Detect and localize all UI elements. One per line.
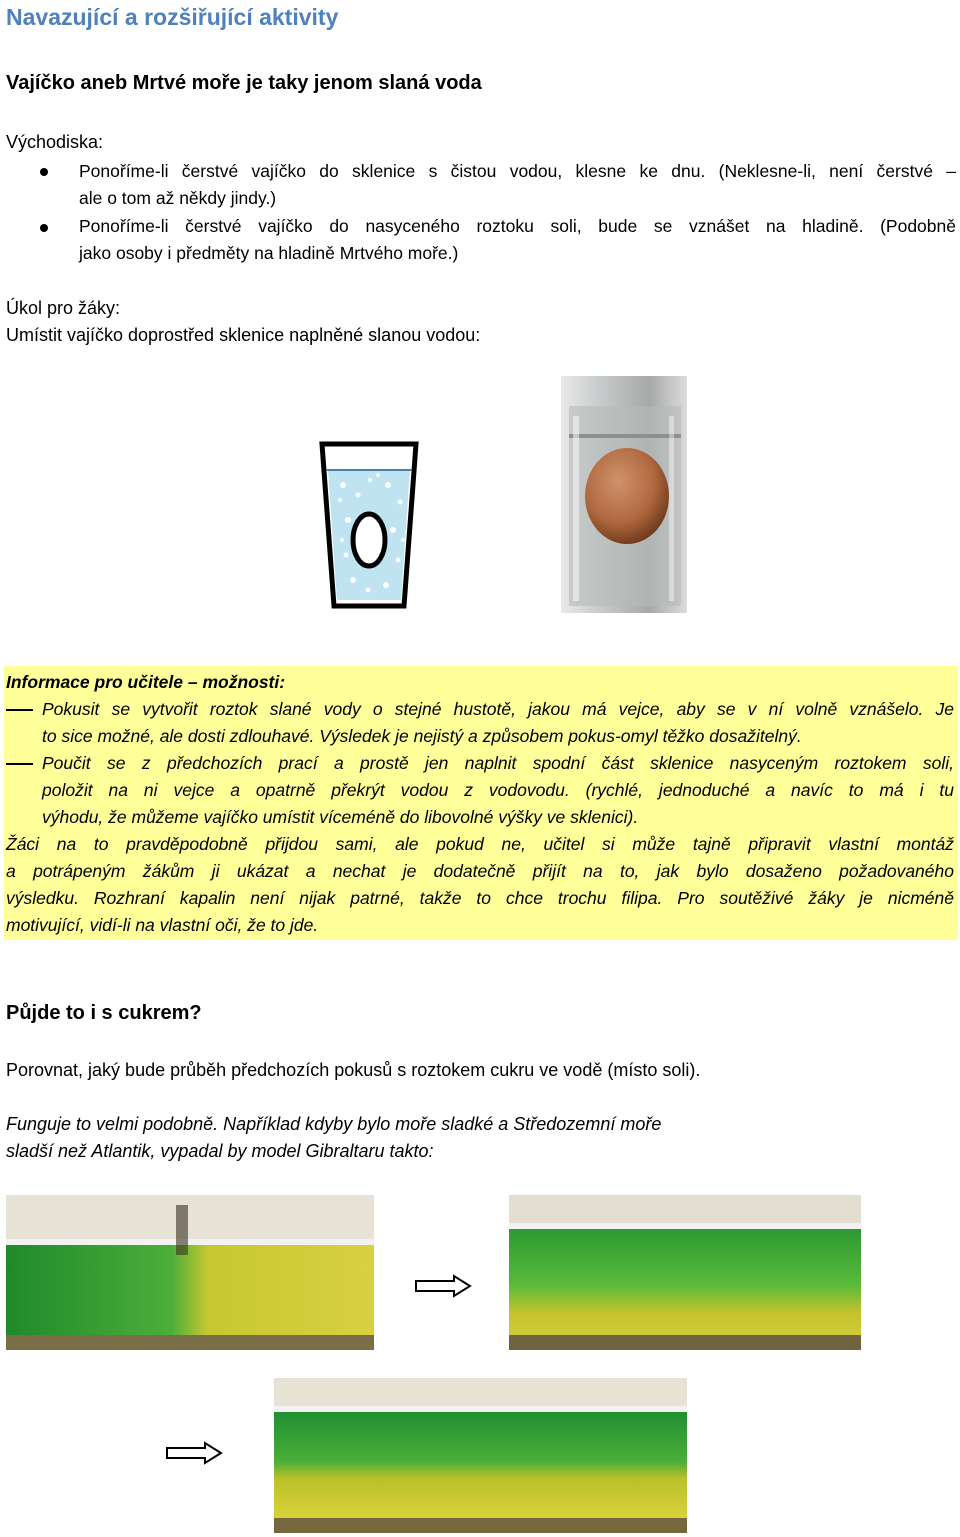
dash-marker <box>6 763 33 765</box>
sugar-text: Porovnat, jaký bude průběh předchozích pokusů s roztokem cukru ve vodě (místo soli). <box>6 1060 701 1080</box>
sugar-heading: Půjde to i s cukrem? <box>6 1002 202 1024</box>
vychodiska-label: Východiska: <box>6 132 104 152</box>
info-line: Pokusit se vytvořit roztok slané vody o stejné hustotě, jakou má vejce, aby se v ní volně vznášelo. Je <box>42 699 954 719</box>
info-item-1 <box>42 696 954 750</box>
glass-drawing <box>318 440 420 610</box>
egg-in-glass-photo <box>561 376 687 613</box>
info-line: Žáci na to pravděpodobně přijdou sami, ale pokud ne, učitel si může tajně připravit vlastní montáž <box>6 834 954 854</box>
arrow-icon <box>414 1274 472 1298</box>
info-paragraph <box>6 831 954 939</box>
page-heading: Navazující a rozšiřující aktivity <box>6 4 339 30</box>
sugar-note-line: sladší než Atlantik, vypadal by model Gibraltaru takto: <box>6 1141 434 1161</box>
gibraltar-photo-1 <box>6 1195 374 1350</box>
arrow-icon <box>165 1441 223 1465</box>
task-label: Úkol pro žáky: <box>6 298 121 318</box>
gibraltar-photo-2 <box>509 1195 861 1350</box>
bullet-item-2 <box>79 213 956 267</box>
sugar-note <box>6 1111 661 1165</box>
task-text: Umístit vajíčko doprostřed sklenice naplněné slanou vodou: <box>6 325 481 345</box>
info-line: motivující, vidí-li na vlastní oči, že to jde. <box>6 915 319 935</box>
gibraltar-photo-3 <box>274 1378 687 1533</box>
section-title: Vajíčko aneb Mrtvé moře je taky jenom slaná voda <box>6 72 482 94</box>
bullet-line: Ponoříme-li čerstvé vajíčko do nasyceného roztoku soli, bude se vznášet na hladině. (Podobně <box>79 216 956 236</box>
bullet-dot <box>40 168 48 176</box>
info-item-2 <box>42 750 954 831</box>
info-line: a potrápeným žákům ji ukázat a nechat je dodatečně přijít na to, jak bylo dosaženo požadovaného <box>6 861 954 881</box>
bullet-line: Ponoříme-li čerstvé vajíčko do sklenice s čistou vodou, klesne ke dnu. (Neklesne-li, není čerstvé – <box>79 161 956 181</box>
sugar-note-line: Funguje to velmi podobně. Například kdyby bylo moře sladké a Středozemní moře <box>6 1114 662 1134</box>
bullet-dot <box>40 224 48 232</box>
info-title: Informace pro učitele – možnosti: <box>6 672 286 692</box>
info-line: Poučit se z předchozích prací a prostě jen naplnit spodní část sklenice nasyceným roztokem soli, <box>42 753 954 773</box>
bullet-line: ale o tom až někdy jindy.) <box>79 188 277 208</box>
info-line: výhodu, že můžeme vajíčko umístit víceméně do libovolné výšky ve sklenici). <box>42 807 639 827</box>
info-line: položit na ni vejce a opatrně překrýt vodou z vodovodu. (rychlé, jednoduché a navíc to má i tu <box>42 780 954 800</box>
dash-marker <box>6 709 33 711</box>
info-line: výsledku. Rozhraní kapalin není nijak patrné, takže to chce trochu filipa. Pro soutěživé žáky je nicméně <box>6 888 954 908</box>
bullet-item-1 <box>79 158 956 212</box>
bullet-line: jako osoby i předměty na hladině Mrtvého moře.) <box>79 243 459 263</box>
info-line: to sice možné, ale dosti zdlouhavé. Výsledek je nejistý a způsobem pokus-omyl těžko dosažitelný. <box>42 726 802 746</box>
